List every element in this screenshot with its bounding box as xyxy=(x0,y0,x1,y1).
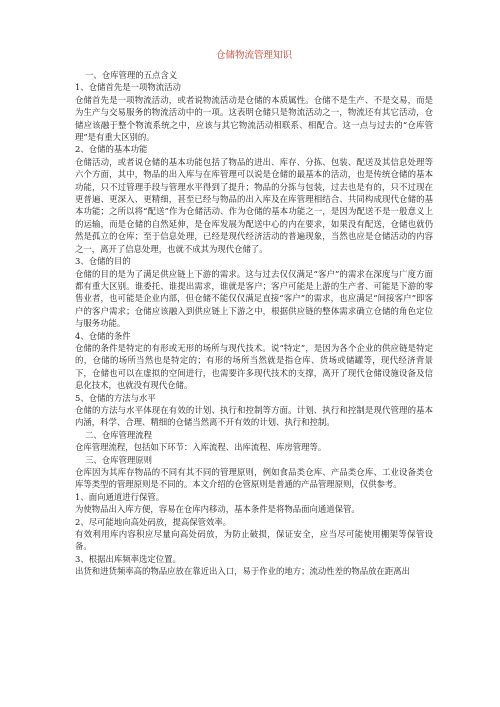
paragraph: 仓储活动，或者说仓储的基本功能包括了物品的进出、库存、分拣、包装、配送及其信息处理等六个方面，其中，物品的出入库与在库管理可以说是仓储的最基本的活动，也是传统仓储的基本功能，只不过管理手段与管理水平得到了提升；物品的分拣与包装，过去也是有的，只不过现在更普遍、更深入、更精细，甚至已经与物品的出入库及在库管理相结合、共同构成现代仓储的基本功能；之所以将“配送”作为仓储活动、作为仓储的基本功能之一，是因为配送不是一般意义上的运输，而是仓储的自然延伸，是仓库发展为配送中心的内在要求，如果没有配送，仓储也就仍然是孤立的仓库；至于信息处理，已经是现代经济活动的普遍现象，当然也应是仓储活动的内容之一，离开了信息处理，也就不成其为现代仓储了。 xyxy=(75,156,433,254)
document-title: 仓储物流管理知识 xyxy=(215,50,292,61)
section-heading: 一、仓库管理的五点含义 xyxy=(85,70,178,80)
list-item: 1、面向通道进行保管。 xyxy=(75,491,165,502)
list-item: 3、根据出库频率选定位置。 xyxy=(75,553,181,564)
paragraph: 出货和进货频率高的物品应放在靠近出入口，易于作业的地方；流动性差的物品放在距离出 xyxy=(75,566,410,577)
section-heading: 三、仓库管理原则 xyxy=(85,454,152,465)
paragraph: 有效利用库内容积应尽量向高处码放，为防止破损，保证安全，应当尽可能使用棚架等保管设备。 xyxy=(75,529,433,552)
subsection-heading: 1、仓储首先是一项物流活动 xyxy=(75,82,181,93)
document-body xyxy=(75,69,433,578)
subsection-heading: 3、仓储的目的 xyxy=(75,256,131,267)
paragraph: 仓储的方法与水平体现在有效的计划、执行和控制等方面。计划、执行和控制是现代管理的基本内涵，科学、合理、精细的仓储当然离不开有效的计划、执行和控制。 xyxy=(75,404,433,428)
paragraph: 仓储的目的是为了满足供应链上下游的需求。这与过去仅仅满足“客户”的需求在深度与广度方面都有重大区别。谁委托、谁提出需求，谁就是客户；客户可能是上游的生产者、可能是下游的零售业者，也可能是企业内部，但仓储不能仅仅满足直接“客户”的需求，也应满足“间接客户”即客户的客户需求；仓储应该融入到供应链上下游之中，根据供应链的整体需求确立仓储的角色定位与服务功能。 xyxy=(75,268,433,329)
subsection-heading: 2、仓储的基本功能 xyxy=(75,144,148,155)
paragraph: 仓储首先是一项物流活动，或者说物流活动是仓储的本质属性。仓储不是生产、不是交易，而是为生产与交易服务的物流活动中的一项。这表明仓储只是物流活动之一，物流还有其它活动，仓储应该融于整个物流系统之中，应该与其它物流活动相联系、相配合。这一点与过去的“仓库管理”是有重大区别的。 xyxy=(75,94,433,143)
list-item: 2、尽可能地向高处码放，提高保管效率。 xyxy=(75,516,232,527)
section-heading: 二、仓库管理流程 xyxy=(85,429,152,440)
paragraph: 仓库因为其库存物品的不同有其不同的管理原则，例如食品类仓库、产品类仓库、工业设备类仓库等类型的管理原则是不同的。本文介绍的仓管原则是普通的产品管理原则，仅供参考。 xyxy=(75,467,433,490)
paragraph: 仓储的条件是特定的有形或无形的场所与现代技术。说“特定”，是因为各个企业的供应链是特定的，仓储的场所当然也是特定的；有形的场所当然就是指仓库、货场或储罐等，现代经济背景下，仓储也可以在虚拟的空间进行，也需要许多现代技术的支撑，离开了现代仓储设施设备及信息化技术，也就没有现代仓储。 xyxy=(75,342,433,391)
subsection-heading: 5、仓储的方法与水平 xyxy=(75,392,156,403)
paragraph: 为使物品出入库方便，容易在仓库内移动，基本条件是将物品面向通道保管。 xyxy=(75,504,360,515)
subsection-heading: 4、仓储的条件 xyxy=(75,330,131,341)
paragraph: 仓库管理流程，包括如下环节：入库流程、出库流程、库房管理等。 xyxy=(75,442,327,453)
